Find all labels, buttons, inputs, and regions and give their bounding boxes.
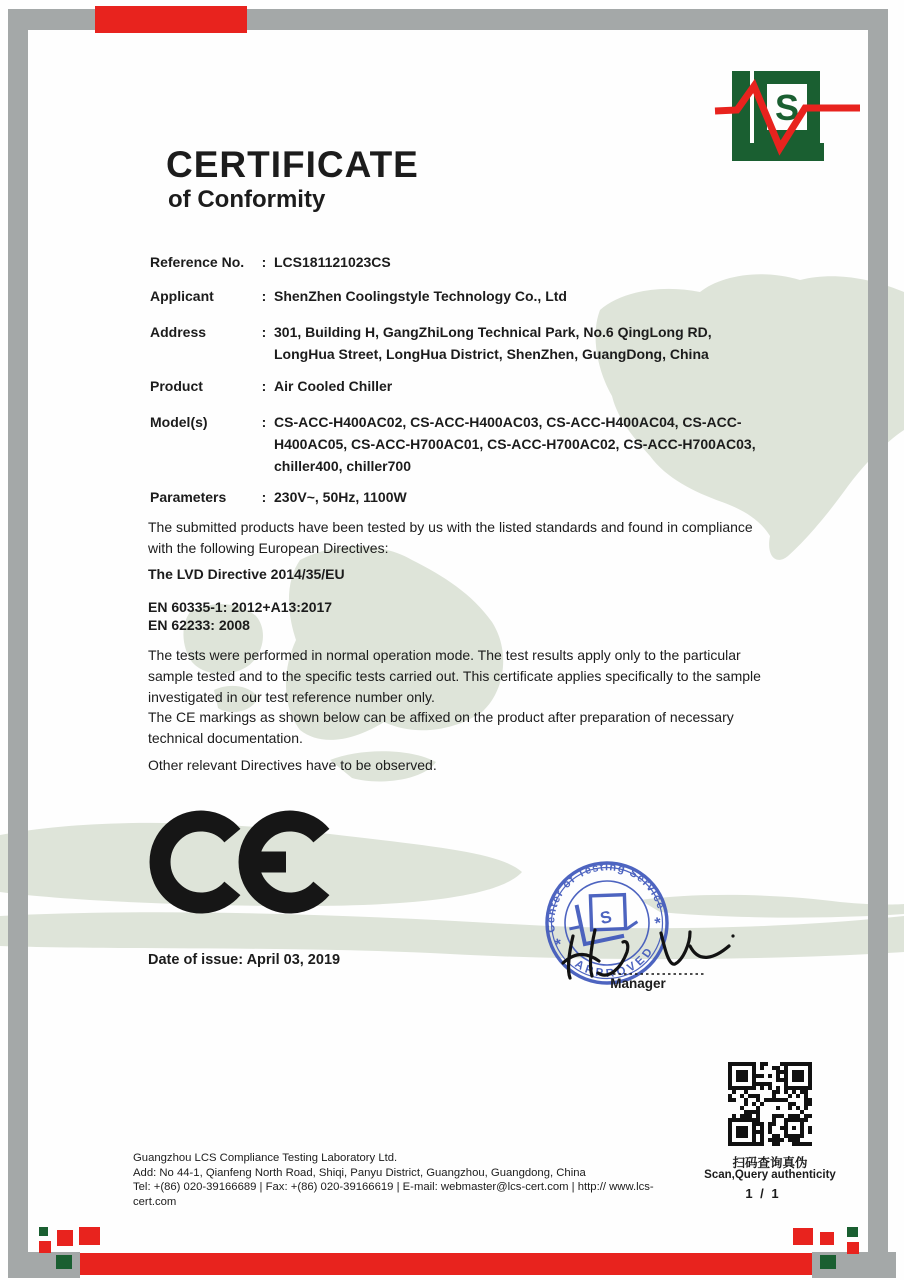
lvd-directive-line: The LVD Directive 2014/35/EU: [148, 566, 345, 582]
field-colon: :: [261, 378, 267, 394]
date-of-issue: Date of issue: April 03, 2019: [148, 952, 341, 968]
field-label: Address: [150, 324, 207, 340]
stamp-star-right: *: [653, 914, 664, 933]
field-label: Applicant: [150, 288, 214, 304]
ce-markings-paragraph: The CE markings as shown below can be affixed on the product after preparation of necessary technical documentation.: [148, 709, 734, 746]
field-value: CS-ACC-H400AC02, CS-ACC-H400AC03, CS-ACC-H400AC04, CS-ACC-H400AC05, CS-ACC-H700AC01, CS-ACC-H700AC02, CS-ACC-H700AC03, chiller400, chiller700: [274, 414, 756, 474]
field-applicant: [150, 285, 774, 307]
field-value: 301, Building H, GangZhiLong Technical Park, No.6 QingLong RD, LongHua Street, LongHua District, ShenZhen, GuangDong, China: [274, 324, 712, 362]
page-number: 1 / 1: [745, 1186, 781, 1201]
ce-letter-c: [160, 821, 232, 903]
field-product: [150, 375, 774, 397]
field-label: Reference No.: [150, 254, 245, 270]
deco-square: [847, 1227, 858, 1237]
deco-square: [39, 1241, 51, 1253]
footer-address: Add: No 44-1, Qianfeng North Road, Shiqi, Panyu District, Guangzhou, Guangdong, China: [133, 1166, 586, 1179]
field-models: [150, 411, 774, 477]
field-address: [150, 321, 774, 365]
field-value: LCS181121023CS: [274, 254, 391, 270]
footer-block: [133, 1151, 693, 1209]
deco-square: [793, 1228, 813, 1245]
field-label: Parameters: [150, 489, 227, 505]
field-colon: :: [261, 254, 267, 270]
other-directives-paragraph: Other relevant Directives have to be observed.: [148, 757, 437, 773]
standards-list: [148, 598, 776, 634]
field-colon: :: [261, 324, 267, 340]
page-title: CERTIFICATE: [166, 144, 419, 185]
qr-code: [724, 1058, 816, 1150]
stamp-top-text: Center of Testing Service: [545, 861, 667, 934]
frame-bottom-red-bar: [80, 1253, 812, 1275]
signer-title: Manager: [610, 976, 666, 991]
field-colon: :: [261, 414, 267, 430]
standard-line: EN 60335-1: 2012+A13:2017: [148, 599, 333, 615]
tests-paragraph: The tests were performed in normal operation mode. The test results apply only to the particular sample tested and to the specific tests carried out. This certificate applies specifically to the sample investigated in our test reference number only.: [148, 647, 761, 705]
deco-square: [56, 1255, 72, 1269]
frame-left-bar: [8, 9, 28, 1278]
footer-contacts: Tel: +(86) 020-39166689 | Fax: +(86) 020-39166619 | E-mail: webmaster@lcs-cert.com | http:// www.lcs-cert.com: [133, 1181, 654, 1208]
deco-square: [39, 1227, 48, 1236]
lcs-logo-letter: S: [774, 87, 800, 128]
deco-square: [79, 1227, 100, 1245]
stamp-logo-letter: S: [598, 907, 614, 929]
field-colon: :: [261, 288, 267, 304]
standard-line: EN 62233: 2008: [148, 617, 250, 633]
lcs-logo: [712, 68, 867, 168]
qr-caption-english: Scan,Query authenticity: [704, 1169, 836, 1181]
field-label: Model(s): [150, 414, 208, 430]
page-subtitle: of Conformity: [168, 186, 326, 213]
frame-right-bar: [868, 9, 888, 1261]
stamp-bottom-text: APPROVED: [572, 943, 657, 981]
footer-company: Guangzhou LCS Compliance Testing Laboratory Ltd.: [133, 1152, 398, 1164]
field-value: 230V~, 50Hz, 1100W: [274, 489, 407, 505]
frame-top-red-segment: [95, 6, 247, 33]
field-value: ShenZhen Coolingstyle Technology Co., Ltd: [274, 288, 567, 304]
deco-square: [820, 1232, 834, 1245]
field-parameters: [150, 486, 774, 508]
field-label: Product: [150, 378, 203, 394]
intro-paragraph: The submitted products have been tested by us with the listed standards and found in compliance with the following European Directives:: [148, 519, 753, 556]
qr-caption-chinese: 扫码查询真伪: [732, 1156, 808, 1170]
deco-square: [820, 1255, 836, 1269]
field-colon: :: [261, 489, 267, 505]
field-value: Air Cooled Chiller: [274, 378, 393, 394]
field-reference-no: [150, 251, 774, 273]
ce-marking: [146, 810, 346, 916]
deco-square: [57, 1230, 73, 1246]
stamp-star-left: *: [553, 936, 564, 955]
deco-square: [847, 1242, 859, 1254]
